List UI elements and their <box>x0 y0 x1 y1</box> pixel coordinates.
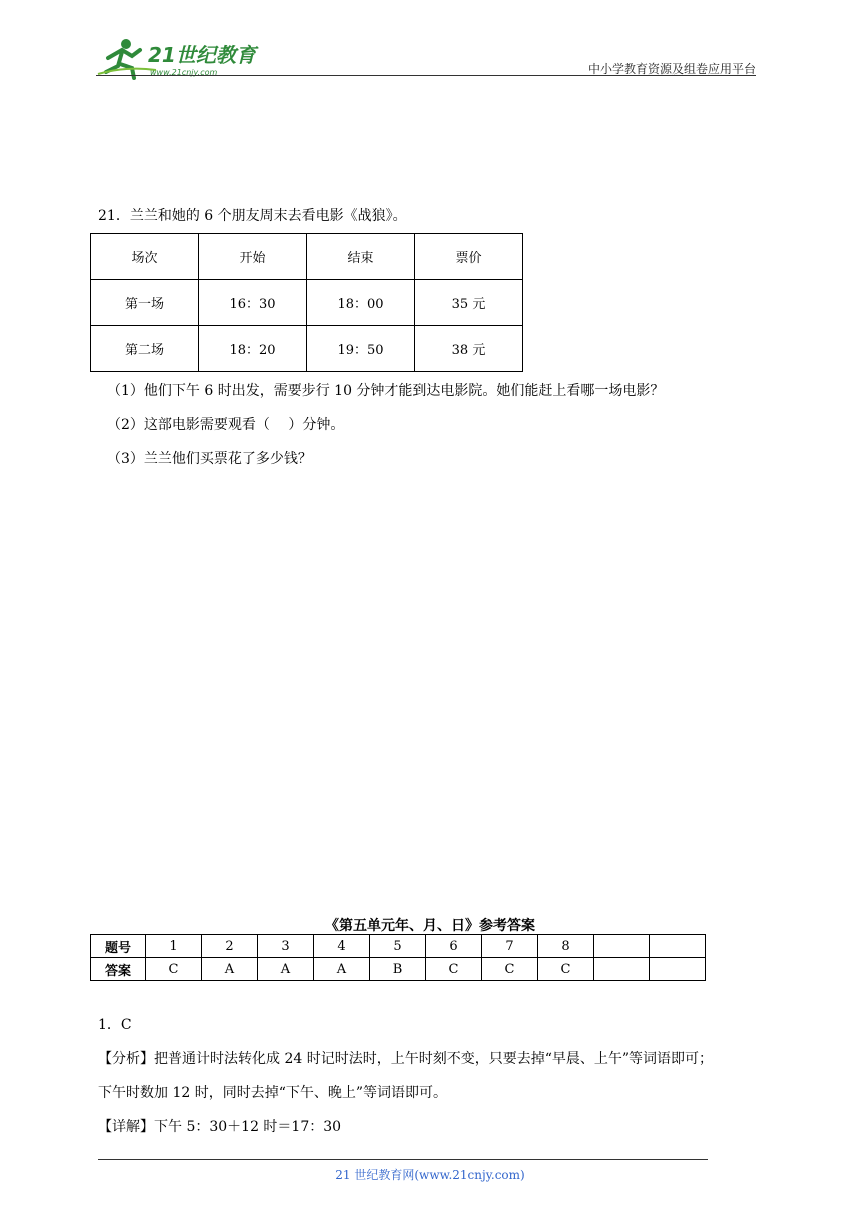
table-row <box>91 280 523 326</box>
answer-number-cell: 2 <box>202 935 258 958</box>
logo-text: 21世纪教育 <box>148 43 256 67</box>
table-cell: 第一场 <box>91 280 199 326</box>
answer-key-title: 《第五单元年、月、日》参考答案 <box>325 918 535 934</box>
answer-number-cell: 5 <box>370 935 426 958</box>
sub-question-1: （1）他们下午 6 时出发，需要步行 10 分钟才能到达电影院。她们能赶上看哪一场电影？ <box>107 383 665 399</box>
answer-number-cell: 6 <box>426 935 482 958</box>
question-title: 21．兰兰和她的 6 个朋友周末去看电影《战狼》。 <box>98 208 407 224</box>
site-logo <box>96 36 266 80</box>
sub-question-3: （3）兰兰他们买票花了多少钱？ <box>107 451 312 467</box>
table-cell: 18：00 <box>307 280 415 326</box>
table-cell: 19：50 <box>307 326 415 372</box>
answer-value-cell: A <box>314 958 370 981</box>
logo-url: www.21cnjy.com <box>150 68 218 77</box>
table-header-cell: 场次 <box>91 234 199 280</box>
answer-number-cell: 3 <box>258 935 314 958</box>
detail-line: 【详解】下午 5：30＋12 时＝17：30 <box>98 1119 342 1135</box>
analysis-line-2: 下午时数加 12 时，同时去掉“下午、晚上”等词语即可。 <box>98 1085 448 1101</box>
answer-key-table <box>90 934 706 981</box>
answer-value-cell: A <box>258 958 314 981</box>
answer-value-cell: B <box>370 958 426 981</box>
answer-value-cell <box>594 958 650 981</box>
table-header-cell: 票价 <box>415 234 523 280</box>
table-header-cell: 开始 <box>199 234 307 280</box>
answer-value-cell: C <box>146 958 202 981</box>
table-cell: 38 元 <box>415 326 523 372</box>
analysis-line-1: 【分析】把普通计时法转化成 24 时记时法时，上午时刻不变，只要去掉“早晨、上午”等词语即可； <box>98 1051 714 1067</box>
row-label: 题号 <box>91 935 146 958</box>
answer-number-cell <box>650 935 706 958</box>
answer-number-cell <box>594 935 650 958</box>
table-cell: 35 元 <box>415 280 523 326</box>
table-header-row <box>91 234 523 280</box>
answer-value-cell: A <box>202 958 258 981</box>
answer-value-cell <box>650 958 706 981</box>
table-row <box>91 326 523 372</box>
footer-link[interactable]: 21 世纪教育网(www.21cnjy.com) <box>335 1168 525 1182</box>
header-divider <box>96 75 756 76</box>
table-header-cell: 结束 <box>307 234 415 280</box>
footer-divider <box>98 1159 708 1160</box>
answer-value-row <box>91 958 706 981</box>
sub-question-2: （2）这部电影需要观看（ ）分钟。 <box>107 417 345 433</box>
row-label: 答案 <box>91 958 146 981</box>
schedule-table <box>90 233 523 372</box>
answer-number-row <box>91 935 706 958</box>
answer-number-cell: 8 <box>538 935 594 958</box>
answer-number-cell: 4 <box>314 935 370 958</box>
answer-value-cell: C <box>426 958 482 981</box>
header-platform-text: 中小学教育资源及组卷应用平台 <box>587 62 756 76</box>
answer-value-cell: C <box>482 958 538 981</box>
table-cell: 16：30 <box>199 280 307 326</box>
answer-number-cell: 7 <box>482 935 538 958</box>
answer-value-cell: C <box>538 958 594 981</box>
table-cell: 18：20 <box>199 326 307 372</box>
table-cell: 第二场 <box>91 326 199 372</box>
answer-number-cell: 1 <box>146 935 202 958</box>
answer-line-1: 1．C <box>98 1017 132 1033</box>
